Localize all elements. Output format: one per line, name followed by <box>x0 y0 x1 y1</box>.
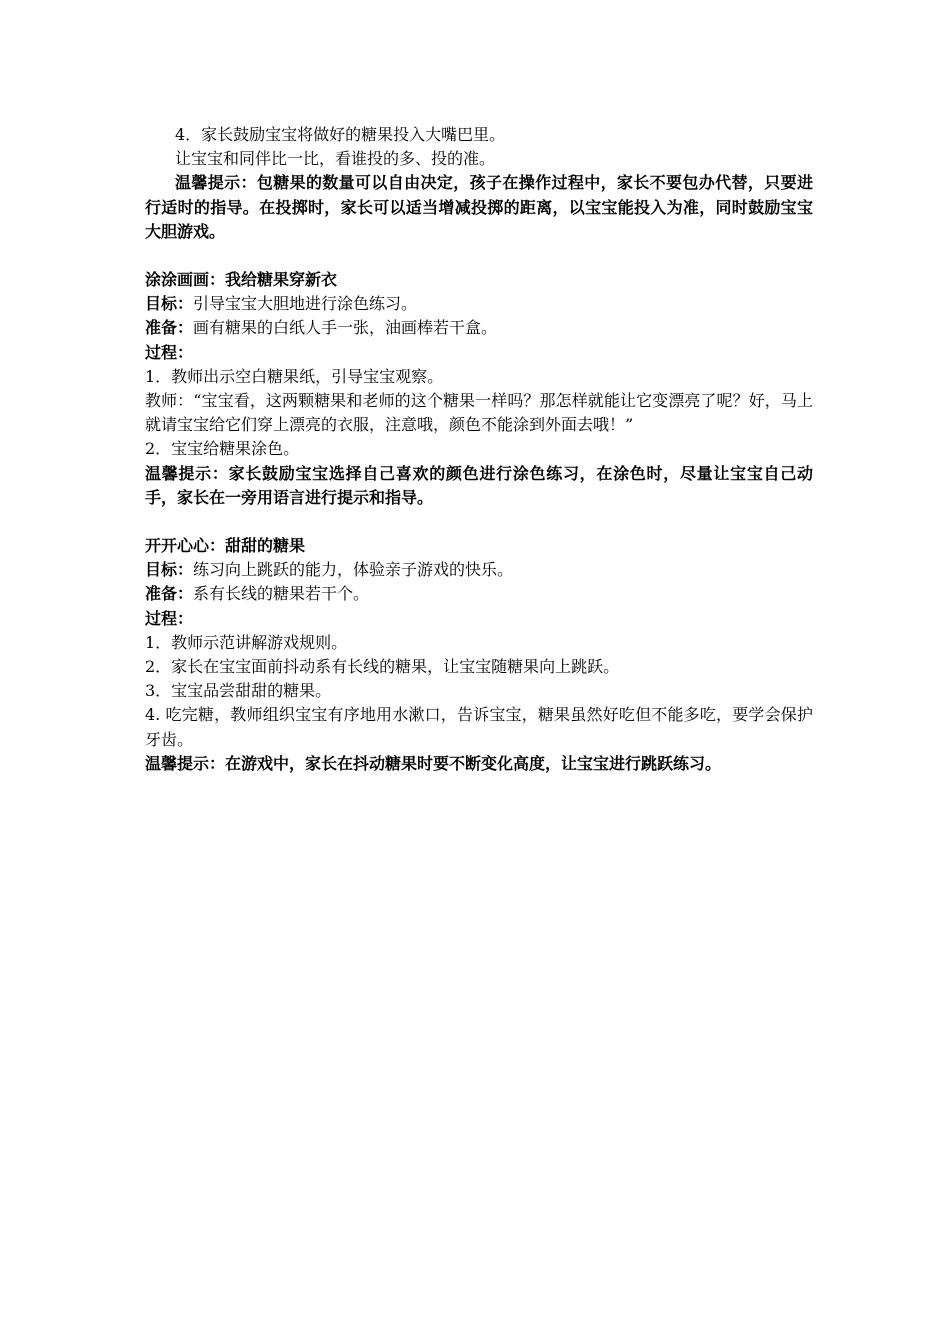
prep-text: 系有长线的糖果若干个。 <box>193 584 370 604</box>
prep-line <box>145 316 813 340</box>
process-label: 过程： <box>145 342 194 362</box>
teacher-dialogue: 教师：“宝宝看，这两颗糖果和老师的这个糖果一样吗？那怎样就能让它变漂亮了呢？好，马上就请宝宝给它们穿上漂亮的衣服，注意哦，颜色不能涂到外面去哦！” <box>145 391 813 435</box>
prep-text: 画有糖果的白纸人手一张，油画棒若干盒。 <box>193 318 498 338</box>
spacer <box>145 510 813 534</box>
prep-label: 准备： <box>145 584 194 604</box>
step-1-text: 1．教师示范讲解游戏规则。 <box>145 632 348 652</box>
section-title-coloring: 涂涂画画：我给糖果穿新衣 <box>145 270 338 290</box>
warm-tip-3: 温馨提示：在游戏中，家长在抖动糖果时要不断变化高度，让宝宝进行跳跃练习。 <box>145 753 722 773</box>
goal-text: 引导宝宝大胆地进行涂色练习。 <box>193 294 418 314</box>
goal-line <box>145 292 813 316</box>
step-4-text: 4. 吃完糖，教师组织宝宝有序地用水漱口，告诉宝宝，糖果虽然好吃但不能多吃，要学会保护牙齿。 <box>145 705 813 749</box>
prep-label: 准备： <box>145 318 194 338</box>
warm-tip-2: 温馨提示：家长鼓励宝宝选择自己喜欢的颜色进行涂色练习，在涂色时，尽量让宝宝自己动手，家长在一旁用语言进行提示和指导。 <box>145 463 813 507</box>
step-4-text: 4．家长鼓励宝宝将做好的糖果投入大嘴巴里。 <box>175 125 506 144</box>
prep-line <box>145 582 813 606</box>
goal-label: 目标： <box>145 294 194 314</box>
step-3-text: 3．宝宝品尝甜甜的糖果。 <box>145 681 332 701</box>
compare-text: 让宝宝和同伴比一比，看谁投的多、投的准。 <box>175 149 496 169</box>
document-body <box>145 123 813 776</box>
process-label: 过程： <box>145 608 194 628</box>
goal-label: 目标： <box>145 560 194 580</box>
step-1-text: 1．教师出示空白糖果纸，引导宝宝观察。 <box>145 366 444 386</box>
goal-text: 练习向上跳跃的能力，体验亲子游戏的快乐。 <box>193 560 514 580</box>
step-2-text: 2．宝宝给糖果涂色。 <box>145 439 300 459</box>
spacer <box>145 244 813 268</box>
step-2-text: 2．家长在宝宝面前抖动系有长线的糖果，让宝宝随糖果向上跳跃。 <box>145 657 620 677</box>
warm-tip-1: 温馨提示：包糖果的数量可以自由决定，孩子在操作过程中，家长不要包办代替，只要进行适时的指导。在投掷时，家长可以适当增减投掷的距离，以宝宝能投入为准，同时鼓励宝宝大胆游戏。 <box>145 173 813 241</box>
section-title-candy-game: 开开心心：甜甜的糖果 <box>145 536 306 556</box>
goal-line <box>145 558 813 582</box>
